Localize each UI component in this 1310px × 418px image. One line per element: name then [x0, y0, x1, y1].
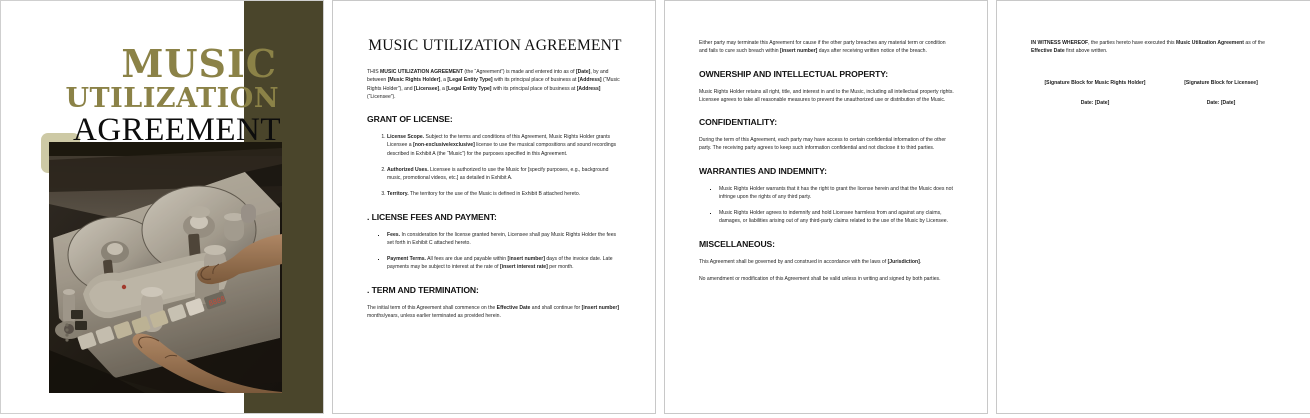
item-t2: license to use the musical compositions and sound recordings described in Exhibit A (the “Music”) for the purposes specified in this Agreement. — [387, 142, 617, 157]
cover-title — [1, 41, 283, 148]
item-t2: days of the invoice date. Late payments may be subject to interest at the rate of — [387, 256, 613, 271]
page-2-body — [367, 19, 623, 329]
page-3-body — [699, 19, 955, 292]
list-item — [387, 190, 623, 198]
term-paragraph — [367, 304, 623, 321]
list-item — [387, 255, 623, 272]
witness-b3: Effective Date — [1031, 48, 1065, 55]
item-b2: [insert interest rate] — [499, 264, 548, 271]
intro-b3: [Music Rights Holder] — [387, 77, 441, 84]
witness-t2: as of the — [1243, 40, 1265, 46]
signature-block-label: [Signature Block for Music Rights Holder] — [1044, 79, 1146, 86]
intro-t2: (the “Agreement”) is made and entered into as of — [462, 69, 576, 75]
page-4 — [996, 0, 1310, 414]
section-heading-grant-of-license: GRANT OF LICENSE: — [367, 114, 453, 124]
intro-b5: [Address] — [577, 77, 602, 84]
intro-t1: THIS — [367, 69, 381, 75]
intro-b1: MUSIC UTILIZATION AGREEMENT — [380, 69, 463, 75]
term-t1: The initial term of this Agreement shall commence on the — [367, 304, 497, 311]
signature-block-label: [Signature Block for Licensee] — [1184, 79, 1258, 86]
termination-paragraph — [699, 39, 955, 56]
termination-b1: [insert number] — [779, 48, 818, 55]
page-title: MUSIC UTILIZATION AGREEMENT — [368, 37, 622, 54]
misc-b1: [Jurisdiction] — [887, 258, 920, 265]
page-3 — [664, 0, 988, 414]
section-heading-license-fees: . LICENSE FEES AND PAYMENT: — [367, 211, 497, 222]
section-heading-miscellaneous: MISCELLANEOUS: — [699, 238, 775, 249]
witness-b2: Music Utilization Agreement — [1175, 40, 1244, 46]
intro-t3: , by and between — [367, 69, 609, 84]
confidentiality-paragraph: During the term of this Agreement, each party may have access to certain confidential information of the other party. The receiving party agrees to keep such information confidential and not disclose it to third parties. — [699, 137, 946, 152]
intro-t5: with its principal place of business at — [492, 77, 578, 84]
page-3-top-spacer — [699, 19, 955, 39]
intro-t9: (“Licensee”). — [367, 93, 396, 100]
page-4-top-spacer — [1031, 19, 1287, 39]
cover-photo-tape-machine — [49, 142, 282, 393]
intro-t6: (“Music Rights Holder”), and — [367, 77, 620, 92]
misc-t1: This Agreement shall be governed by and construed in accordance with the laws of — [699, 258, 888, 265]
item-lead: Authorized Uses. — [387, 166, 429, 173]
item-t1: Licensee is authorized to use the Music for [specify purposes, e.g., background music, promotional videos, etc.] as detailed in Exhibit A. — [387, 166, 609, 181]
page-cover — [0, 0, 324, 414]
item-b1: [insert number] — [507, 256, 545, 262]
page-2 — [332, 0, 656, 414]
item-t1: All fees are due and payable within — [425, 256, 508, 262]
item-b1: [non-exclusive/exclusive] — [413, 142, 475, 149]
section-heading-term-and-termination: . TERM AND TERMINATION: — [367, 284, 479, 295]
signature-date: Date: [Date] — [1206, 99, 1236, 106]
term-t3: months/years, unless earlier terminated as provided herein. — [367, 312, 501, 319]
misc-paragraph-2: No amendment or modification of this Agreement shall be valid unless in writing and signed by both parties. — [699, 275, 941, 282]
page-4-body — [1031, 19, 1287, 106]
item-lead: License Scope. — [387, 134, 425, 140]
license-fees-list — [367, 231, 623, 272]
intro-b8: [Address] — [576, 85, 601, 92]
cover-title-line-agreement: AGREEMENT — [73, 112, 281, 148]
cover-title-line-music: MUSIC — [121, 41, 277, 86]
intro-t8: with its principal place of business at — [491, 85, 577, 92]
term-t2: and shall continue for — [530, 304, 582, 311]
item-lead: Fees. — [387, 231, 401, 238]
ownership-paragraph: Music Rights Holder retains all right, title, and interest in and to the Music, including all intellectual property rights. Licensee agrees to take all reasonable measures to prevent the unauthorized use or distribution of the Music. — [699, 88, 954, 103]
item-t1: In consideration for the license granted herein, Licensee shall pay Music Rights Holder the fees set forth in Exhibit C attached hereto. — [387, 231, 617, 246]
signature-date: Date: [Date] — [1080, 99, 1110, 106]
list-item — [387, 231, 623, 248]
list-item — [387, 166, 623, 183]
item-lead: Territory. — [387, 191, 409, 198]
intro-t4: , a — [440, 77, 448, 84]
termination-t1: Either party may terminate this Agreement for cause if the other party breaches any material term or condition and fails to cure such breach within — [699, 40, 946, 55]
termination-t2: days after receiving written notice of the breach. — [817, 48, 927, 55]
misc-paragraph-1 — [699, 258, 955, 266]
cover-title-line-utilization: UTILIZATION — [65, 83, 279, 114]
signature-row — [1031, 79, 1287, 106]
intro-b2: [Date] — [575, 69, 591, 75]
list-item: ▪ Music Rights Holder warrants that it has the right to grant the license herein and that the Music does not infringe upon the rights of any third party. — [719, 185, 955, 202]
intro-b7: [Legal Entity Type] — [446, 85, 492, 92]
item-t3: per month. — [547, 264, 574, 271]
signature-column-music-rights-holder — [1039, 79, 1151, 106]
section-heading-confidentiality: CONFIDENTIALITY: — [699, 117, 777, 127]
intro-b4: [Legal Entity Type] — [447, 77, 493, 84]
witness-paragraph — [1031, 39, 1287, 56]
list-item — [387, 133, 623, 158]
intro-b6: [Licensee] — [414, 85, 440, 92]
misc-t2: . — [919, 258, 922, 265]
grant-of-license-list — [367, 133, 623, 199]
signature-column-licensee — [1165, 79, 1277, 106]
section-heading-ownership: OWNERSHIP AND INTELLECTUAL PROPERTY: — [699, 68, 888, 79]
witness-t1: , the parties hereto have executed this — [1088, 40, 1176, 46]
warranties-list — [699, 185, 955, 226]
term-b1: Effective Date — [496, 304, 531, 311]
witness-b1: IN WITNESS WHEREOF — [1031, 40, 1089, 46]
section-heading-warranties: WARRANTIES AND INDEMNITY: — [699, 165, 827, 176]
svg-text:8888: 8888 — [207, 294, 227, 308]
intro-paragraph — [367, 68, 623, 101]
witness-t3: first above written. — [1064, 48, 1108, 55]
item-t1: Subject to the terms and conditions of this Agreement, Music Rights Holder grants Licensee a — [387, 134, 611, 149]
item-lead: Payment Terms. — [387, 256, 426, 262]
intro-t7: , a — [439, 85, 447, 92]
item-t1: The territory for the use of the Music is defined in Exhibit B attached hereto. — [408, 191, 581, 198]
term-b2: [insert number] — [581, 304, 619, 311]
list-item: ▪ Music Rights Holder agrees to indemnify and hold Licensee harmless from and against any claims, damages, or liabilities arising out of any third-party claims related to the use of the Music by Licensee. — [719, 209, 955, 226]
